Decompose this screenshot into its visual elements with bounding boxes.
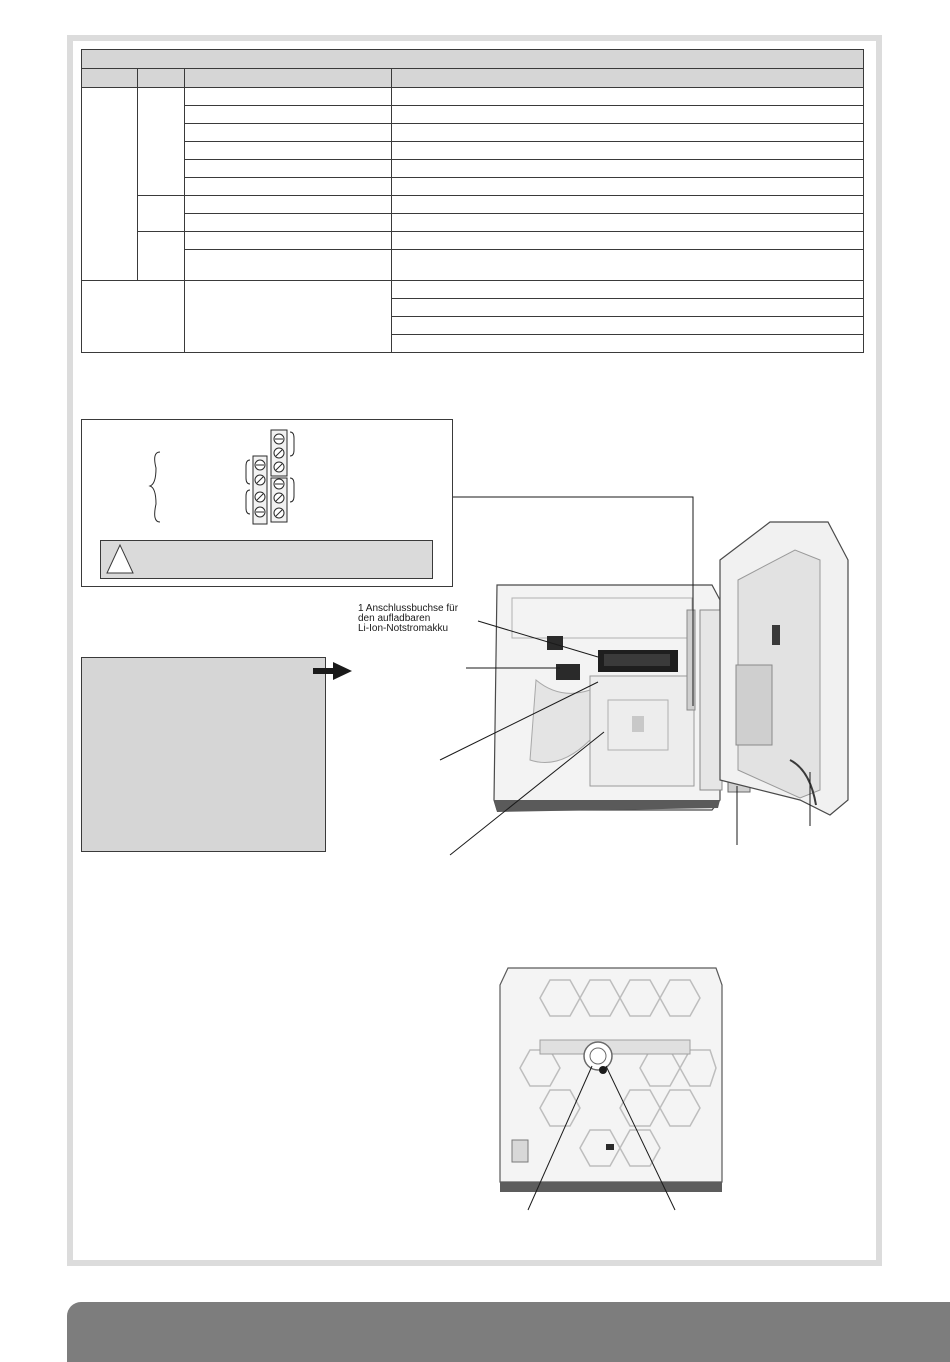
footer-bar xyxy=(67,1302,950,1362)
callout-line: den aufladbaren xyxy=(358,613,431,624)
arrow-right-icon xyxy=(313,662,352,680)
callout-line: Li-Ion-Notstromakku xyxy=(358,623,449,634)
warning-triangle-icon xyxy=(107,545,133,573)
callout-line: 1 Anschlussbuchse für xyxy=(358,603,459,614)
terminal-block xyxy=(150,430,294,524)
device-photo-back xyxy=(500,968,722,1192)
